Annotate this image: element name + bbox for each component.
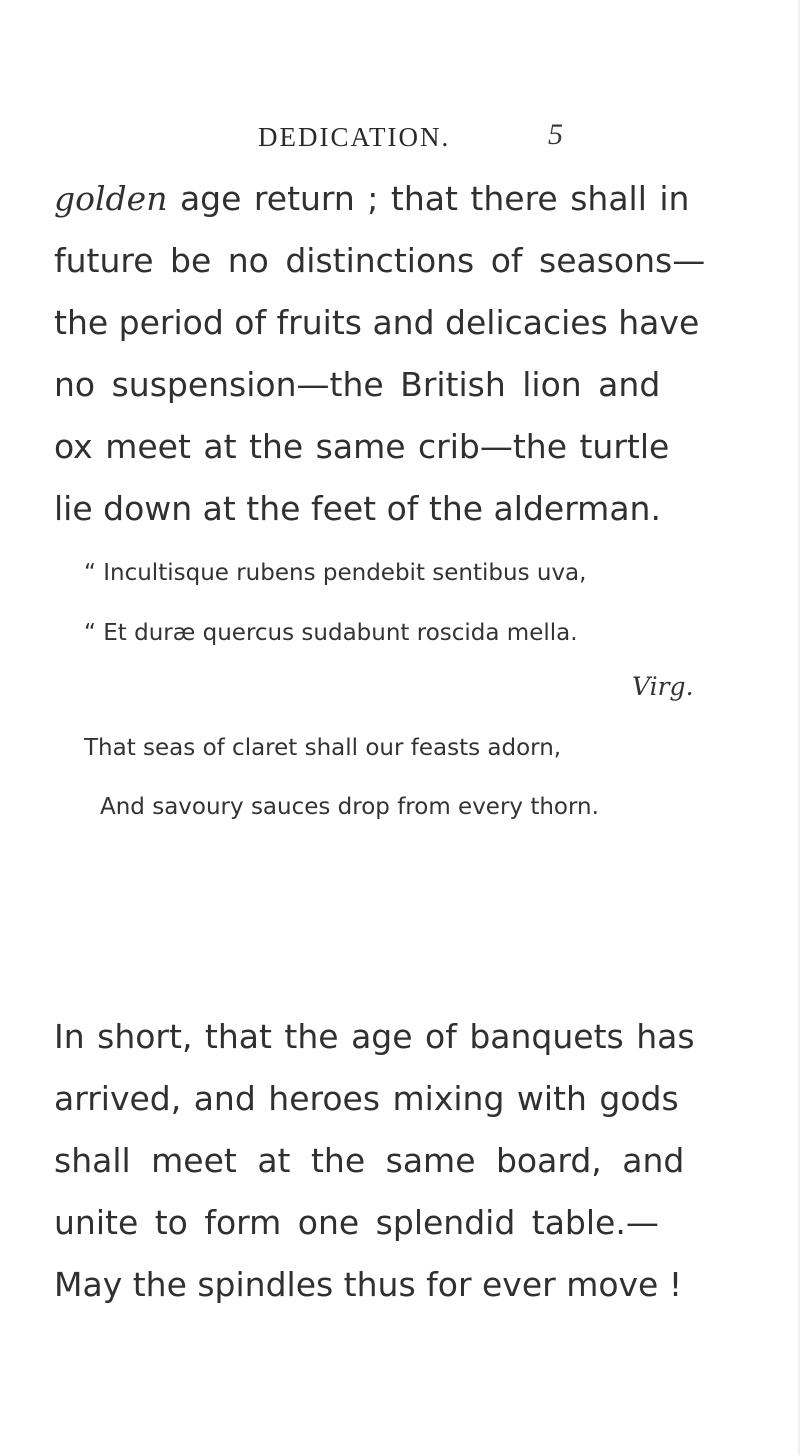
paragraph-1 xyxy=(54,168,754,540)
english-verse-line-2: And savoury sauces drop from every thorn. xyxy=(100,794,599,820)
verse-attribution: Virg. xyxy=(632,672,694,701)
paragraph-1-line-5: ox meet at the same crib—the turtle xyxy=(54,427,670,466)
page-number: 5 xyxy=(548,118,563,151)
paragraph-2-line-4: unite to form one splendid table.— xyxy=(54,1203,659,1242)
paragraph-2 xyxy=(54,1006,754,1316)
paragraph-1-line-4: no suspension—the British lion and xyxy=(54,365,661,404)
paragraph-2-line-1: In short, that the age of banquets has xyxy=(54,1017,695,1056)
paragraph-2-line-5: May the spindles thus for ever move ! xyxy=(54,1265,683,1304)
running-head xyxy=(0,118,800,162)
line-text: age return ; that there shall in xyxy=(167,179,690,218)
paragraph-1-line-6: lie down at the feet of the alderman. xyxy=(54,489,661,528)
paragraph-1-line-1 xyxy=(54,168,754,230)
paragraph-2-line-3: shall meet at the same board, and xyxy=(54,1141,685,1180)
running-head-title: DEDICATION. xyxy=(258,122,451,152)
latin-verse-line-1: “ Incultisque rubens pendebit sentibus uva, xyxy=(84,560,587,586)
paragraph-1-line-3: the period of fruits and delicacies have xyxy=(54,303,700,342)
paragraph-1-line-2: future be no distinctions of seasons— xyxy=(54,241,706,280)
english-verse-line-1: That seas of claret shall our feasts adorn, xyxy=(84,735,562,761)
paragraph-2-line-2: arrived, and heroes mixing with gods xyxy=(54,1079,679,1118)
italic-word: golden xyxy=(54,179,168,218)
latin-verse-line-2: “ Et duræ quercus sudabunt roscida mella. xyxy=(84,620,578,646)
